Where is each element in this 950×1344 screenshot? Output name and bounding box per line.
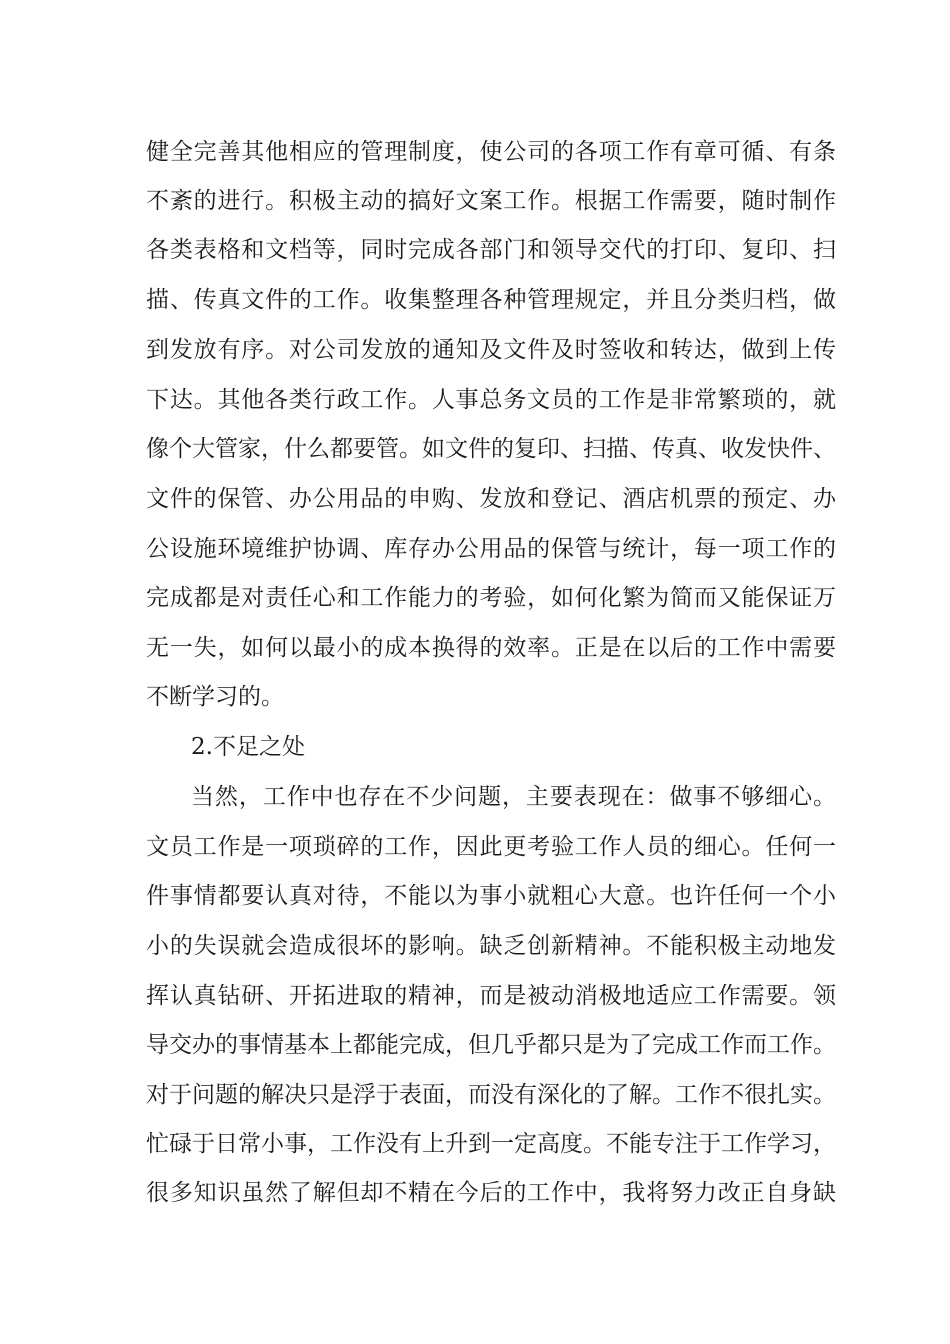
paragraph-line: 公设施环境维护协调、库存办公用品的保管与统计，每一项工作的 [146,536,836,562]
paragraph-line: 忙碌于日常小事，工作没有上升到一定高度。不能专注于工作学习， [146,1131,836,1157]
paragraph-line: 文件的保管、办公用品的申购、发放和登记、酒店机票的预定、办 [146,486,836,512]
paragraph-line: 文员工作是一项琐碎的工作，因此更考验工作人员的细心。任何一 [146,834,836,860]
paragraph-line: 对于问题的解决只是浮于表面，而没有深化的了解。工作不很扎实。 [146,1082,836,1108]
paragraph-line: 小的失误就会造成很坏的影响。缺乏创新精神。不能积极主动地发 [146,933,836,959]
paragraph-line: 无一失，如何以最小的成本换得的效率。正是在以后的工作中需要 [146,635,836,661]
paragraph-line: 各类表格和文档等，同时完成各部门和领导交代的打印、复印、扫 [146,237,836,263]
paragraph-line: 健全完善其他相应的管理制度，使公司的各项工作有章可循、有条 [146,139,836,165]
paragraph-line: 当然，工作中也存在不少问题，主要表现在：做事不够细心。 [191,784,836,810]
paragraph-line: 件事情都要认真对待，不能以为事小就粗心大意。也许任何一个小 [146,883,836,909]
section-heading: 2.不足之处 [191,734,305,760]
paragraph-line: 很多知识虽然了解但却不精在今后的工作中，我将努力改正自身缺 [146,1180,836,1206]
paragraph-line: 不断学习的。 [146,684,284,710]
paragraph-line: 导交办的事情基本上都能完成，但几乎都只是为了完成工作而工作。 [146,1032,836,1058]
paragraph-line: 下达。其他各类行政工作。人事总务文员的工作是非常繁琐的，就 [146,387,836,413]
paragraph-line: 描、传真文件的工作。收集整理各种管理规定，并且分类归档，做 [146,287,836,313]
paragraph-line: 到发放有序。对公司发放的通知及文件及时签收和转达，做到上传 [146,337,836,363]
paragraph-line: 挥认真钻研、开拓进取的精神，而是被动消极地适应工作需要。领 [146,983,836,1009]
paragraph-line: 完成都是对责任心和工作能力的考验，如何化繁为简而又能保证万 [146,585,836,611]
paragraph-line: 像个大管家，什么都要管。如文件的复印、扫描、传真、收发快件、 [146,436,836,462]
paragraph-line: 不紊的进行。积极主动的搞好文案工作。根据工作需要，随时制作 [146,188,836,214]
